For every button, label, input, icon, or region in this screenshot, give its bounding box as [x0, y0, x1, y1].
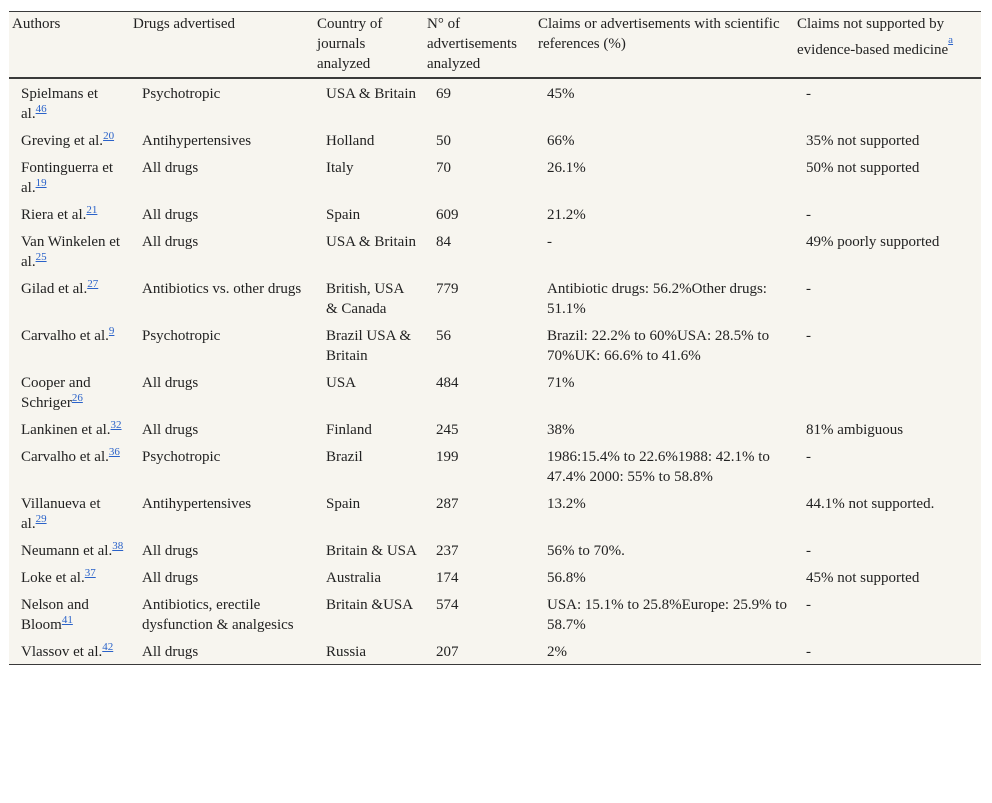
cell-count: 199 [436, 449, 459, 465]
cell-not-supported: - [806, 281, 811, 297]
cell-drugs: Psychotropic [142, 328, 221, 344]
cell-count: 237 [436, 543, 459, 559]
cell-country: USA [326, 375, 357, 391]
cell-country: Russia [326, 644, 367, 660]
reference-link[interactable]: 27 [87, 278, 99, 290]
table-row [9, 126, 981, 153]
author-name: Fontinguerra et al. [21, 160, 114, 196]
reference-link[interactable]: 26 [71, 392, 83, 404]
cell-count: 574 [436, 597, 459, 613]
reference-link[interactable]: 25 [35, 251, 47, 263]
cell-claims: 26.1% [547, 160, 586, 176]
header-claims: Claims or advertisements with scientific references (%) [538, 16, 780, 52]
cell-count: 84 [436, 234, 451, 250]
cell-not-supported: - [806, 597, 811, 613]
header-not-supported [794, 12, 981, 79]
cell-not-supported: - [806, 86, 811, 102]
cell-author [9, 563, 130, 590]
cell-claims: 2% [547, 644, 567, 660]
cell-count: 207 [436, 644, 459, 660]
reference-link[interactable]: 32 [110, 419, 122, 431]
cell-country: USA & Britain [326, 234, 417, 250]
cell-country: Brazil USA & Britain [326, 328, 411, 364]
cell-author [9, 126, 130, 153]
author-name: Lankinen et al. [21, 422, 111, 438]
cell-drugs: Antihypertensives [142, 133, 252, 149]
cell-not-supported: - [806, 644, 811, 660]
author-name: Nelson and Bloom [21, 597, 89, 633]
cell-author [9, 368, 130, 415]
cell-country: Finland [326, 422, 372, 438]
table-body [9, 78, 981, 665]
cell-author [9, 415, 130, 442]
cell-country: Italy [326, 160, 354, 176]
author-name: Riera et al. [21, 207, 87, 223]
table-header [9, 12, 981, 79]
table-row [9, 274, 981, 321]
author-name: Carvalho et al. [21, 328, 109, 344]
cell-claims: 56% to 70%. [547, 543, 625, 559]
studies-table [9, 11, 981, 665]
cell-country: Spain [326, 207, 361, 223]
cell-drugs: All drugs [142, 543, 199, 559]
cell-claims: USA: 15.1% to 25.8%Europe: 25.9% to 58.7% [547, 597, 787, 633]
cell-claims: 13.2% [547, 496, 586, 512]
cell-drugs: All drugs [142, 422, 199, 438]
reference-link[interactable]: 36 [108, 446, 120, 458]
cell-country: Spain [326, 496, 361, 512]
author-name: Greving et al. [21, 133, 104, 149]
cell-claims: 71% [547, 375, 575, 391]
reference-link[interactable]: 41 [61, 614, 73, 626]
cell-count: 287 [436, 496, 459, 512]
header-drugs: Drugs advertised [133, 16, 236, 32]
reference-link[interactable]: 9 [108, 325, 115, 337]
cell-country: Brazil [326, 449, 363, 465]
cell-count: 484 [436, 375, 459, 391]
author-name: Carvalho et al. [21, 449, 109, 465]
cell-claims: Antibiotic drugs: 56.2%Other drugs: 51.1% [547, 281, 767, 317]
author-name: Loke et al. [21, 570, 85, 586]
cell-not-supported: 81% ambiguous [806, 422, 904, 438]
cell-drugs: Psychotropic [142, 449, 221, 465]
table-row [9, 227, 981, 274]
table-row [9, 637, 981, 665]
cell-count: 70 [436, 160, 451, 176]
table-row [9, 153, 981, 200]
cell-not-supported: 50% not supported [806, 160, 920, 176]
reference-link[interactable]: 38 [112, 540, 124, 552]
cell-author [9, 590, 130, 637]
header-authors: Authors [12, 16, 61, 32]
cell-not-supported: 35% not supported [806, 133, 920, 149]
cell-country: Britain &USA [326, 597, 414, 613]
cell-count: 174 [436, 570, 459, 586]
table-row [9, 563, 981, 590]
cell-count: 56 [436, 328, 451, 344]
cell-not-supported: 44.1% not supported. [806, 496, 935, 512]
cell-country: Britain & USA [326, 543, 417, 559]
cell-drugs: All drugs [142, 160, 199, 176]
cell-author [9, 274, 130, 321]
table-row [9, 489, 981, 536]
cell-claims: 56.8% [547, 570, 586, 586]
cell-claims: 66% [547, 133, 575, 149]
cell-claims: 38% [547, 422, 575, 438]
cell-drugs: All drugs [142, 234, 199, 250]
cell-not-supported: 49% poorly supported [806, 234, 940, 250]
cell-count: 609 [436, 207, 459, 223]
cell-drugs: All drugs [142, 375, 199, 391]
cell-drugs: All drugs [142, 644, 199, 660]
reference-link[interactable]: 20 [103, 130, 115, 142]
author-name: Gilad et al. [21, 281, 88, 297]
cell-claims: 45% [547, 86, 575, 102]
cell-author [9, 442, 130, 489]
cell-not-supported [794, 368, 981, 415]
reference-link[interactable]: 46 [35, 103, 47, 115]
cell-author [9, 536, 130, 563]
cell-author [9, 321, 130, 368]
cell-country: Holland [326, 133, 375, 149]
cell-claims: 1986:15.4% to 22.6%1988: 42.1% to 47.4% 2000: 55% to 58.8% [547, 449, 770, 485]
cell-claims: - [547, 234, 552, 250]
cell-author [9, 153, 130, 200]
cell-author [9, 227, 130, 274]
author-name: Neumann et al. [21, 543, 113, 559]
header-row [9, 12, 981, 79]
cell-count: 69 [436, 86, 451, 102]
table-row [9, 442, 981, 489]
cell-not-supported: - [806, 207, 811, 223]
cell-not-supported: - [806, 328, 811, 344]
table-row [9, 536, 981, 563]
reference-link[interactable]: 37 [84, 567, 96, 579]
header-not-supported-label: Claims not supported by evidence-based medicine [797, 16, 949, 58]
cell-country: Australia [326, 570, 381, 586]
cell-drugs: Antibiotics vs. other drugs [142, 281, 302, 297]
reference-link[interactable]: 42 [102, 641, 114, 653]
reference-link[interactable]: 21 [86, 204, 98, 216]
table-row [9, 200, 981, 227]
cell-count: 50 [436, 133, 451, 149]
cell-claims: Brazil: 22.2% to 60%USA: 28.5% to 70%UK: 66.6% to 41.6% [547, 328, 770, 364]
cell-drugs: Antibiotics, erectile dysfunction & analgesics [142, 597, 294, 633]
cell-count: 245 [436, 422, 459, 438]
cell-drugs: All drugs [142, 207, 199, 223]
cell-author [9, 489, 130, 536]
table-row [9, 415, 981, 442]
author-name: Villanueva et al. [21, 496, 101, 532]
cell-count: 779 [436, 281, 459, 297]
cell-country: British, USA & Canada [326, 281, 404, 317]
table-row [9, 321, 981, 368]
cell-not-supported: 45% not supported [806, 570, 920, 586]
table-row [9, 368, 981, 415]
header-country: Country of journals analyzed [317, 16, 383, 72]
author-name: Vlassov et al. [21, 644, 103, 660]
cell-not-supported: - [806, 543, 811, 559]
cell-author [9, 200, 130, 227]
table-row [9, 78, 981, 126]
author-name: Van Winkelen et al. [21, 234, 121, 270]
studies-table-container [9, 11, 981, 665]
table-row [9, 590, 981, 637]
cell-author [9, 637, 130, 665]
cell-claims: 21.2% [547, 207, 586, 223]
header-count: N° of advertisements analyzed [427, 16, 517, 72]
cell-country: USA & Britain [326, 86, 417, 102]
cell-author [9, 78, 130, 126]
cell-drugs: Antihypertensives [142, 496, 252, 512]
cell-not-supported: - [806, 449, 811, 465]
author-name: Spielmans et al. [21, 86, 99, 122]
reference-link[interactable]: 19 [35, 177, 47, 189]
author-name: Cooper and Schriger [21, 375, 91, 411]
cell-drugs: Psychotropic [142, 86, 221, 102]
reference-link[interactable]: 29 [35, 513, 47, 525]
cell-drugs: All drugs [142, 570, 199, 586]
footnote-link[interactable]: a [948, 33, 954, 46]
